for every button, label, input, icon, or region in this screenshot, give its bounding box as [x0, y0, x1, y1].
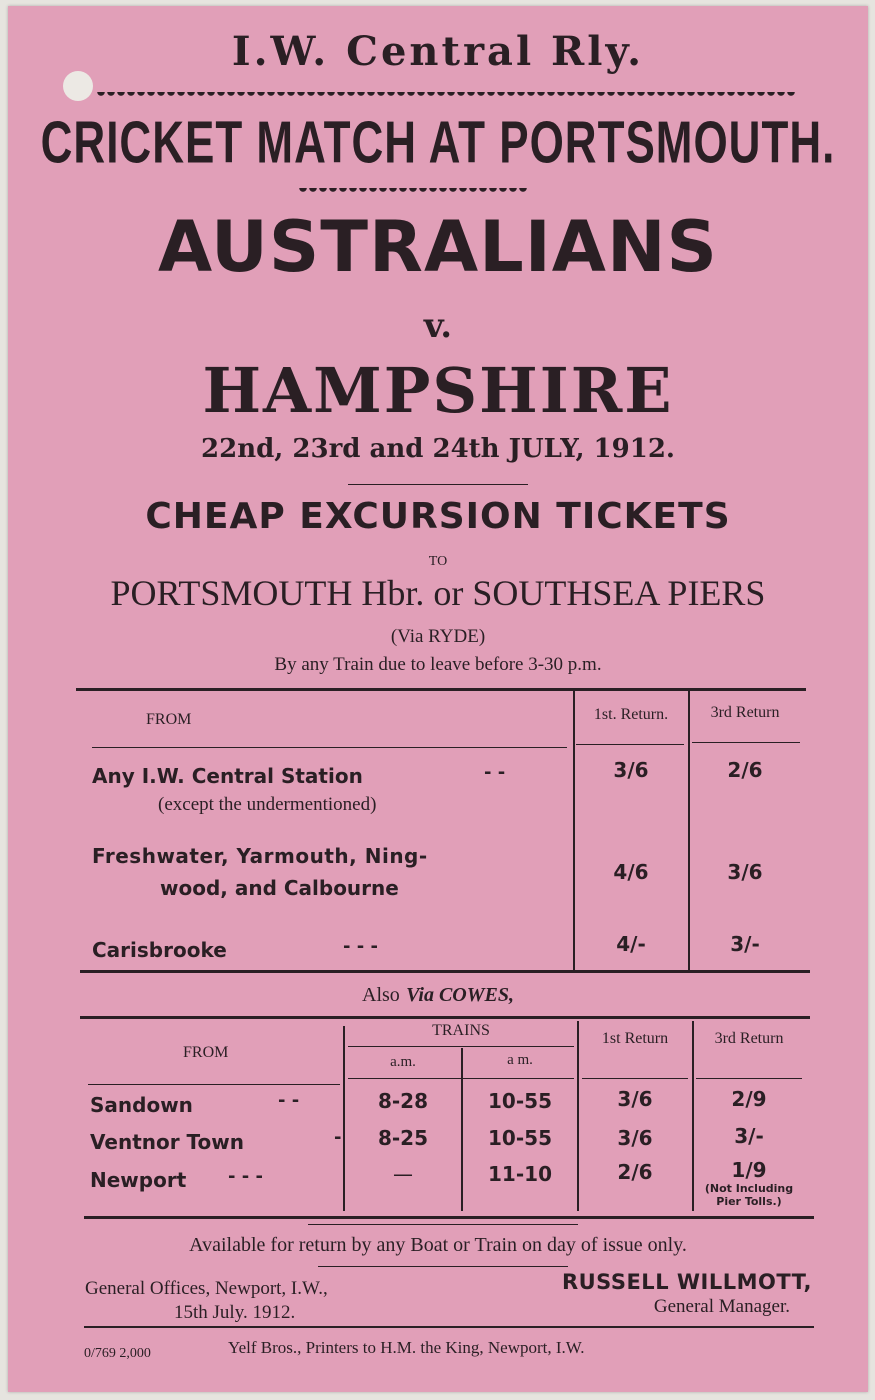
header-rule [92, 747, 567, 748]
leader-dashes: - - [484, 762, 506, 783]
station-name: Sandown [90, 1093, 193, 1117]
fare-third: 2/9 [731, 1087, 767, 1111]
column-header-first-return: 1st. Return. [593, 706, 669, 723]
leader-dashes: - [334, 1127, 342, 1148]
station-name: Ventnor Town [90, 1130, 244, 1154]
train-time: 8-25 [377, 1126, 429, 1150]
general-offices: General Offices, Newport, I.W., [85, 1278, 328, 1299]
column-header-trains: TRAINS [432, 1022, 490, 1039]
fare-first: 4/- [616, 932, 646, 956]
divider [348, 484, 528, 485]
cowes-heading [8, 982, 868, 1007]
divider [318, 1266, 568, 1267]
team-hampshire: HAMPSHIRE [202, 354, 674, 427]
header-rule [696, 1078, 802, 1079]
fare-first: 4/6 [613, 860, 649, 884]
fare-first: 2/6 [617, 1160, 653, 1184]
table-rule [76, 688, 806, 691]
fare-note-line1: (Not Including [704, 1182, 794, 1195]
fare-third: 3/- [730, 932, 760, 956]
train-time: 11-10 [488, 1162, 552, 1186]
ornamental-rule-small [298, 188, 528, 196]
column-header-am: a m. [507, 1052, 533, 1068]
fare-third: 1/9 [731, 1158, 767, 1182]
column-rule [343, 1026, 345, 1211]
header-rule [692, 742, 800, 743]
match-title: CRICKET MATCH AT PORTSMOUTH. [40, 110, 836, 177]
column-rule [688, 690, 690, 970]
to-label: TO [428, 554, 448, 569]
print-reference: 0/769 2,000 [84, 1346, 151, 1361]
column-header-am: a.m. [390, 1054, 416, 1070]
header-rule [88, 1084, 340, 1085]
fare-note-line2: Pier Tolls.) [716, 1195, 782, 1208]
train-time: 10-55 [488, 1126, 552, 1150]
excursion-title: CHEAP EXCURSION TICKETS [145, 496, 731, 537]
header-rule [348, 1078, 574, 1079]
notice-date: 15th July. 1912. [174, 1302, 296, 1323]
train-condition: By any Train due to leave before 3-30 p.m. [274, 654, 602, 675]
availability-note: Available for return by any Boat or Train on day of issue only. [189, 1234, 687, 1256]
fare-note [694, 1182, 804, 1208]
destination: PORTSMOUTH Hbr. or SOUTHSEA PIERS [110, 573, 766, 613]
cowes-heading-prefix: Also [362, 984, 400, 1006]
punch-hole [63, 71, 93, 101]
train-time: — [393, 1162, 413, 1186]
column-header-from: FROM [183, 1044, 229, 1061]
fare-third: 3/- [734, 1124, 764, 1148]
printer-credit: Yelf Bros., Printers to H.M. the King, Newport, I.W. [228, 1338, 585, 1357]
leader-dashes: - - - [228, 1166, 263, 1187]
leader-dashes: - - [278, 1090, 300, 1111]
fare-first: 3/6 [617, 1126, 653, 1150]
table-rule [84, 1216, 814, 1219]
column-header-third-return: 3rd Return [714, 1030, 784, 1047]
station-name: Carisbrooke [92, 938, 227, 962]
team-australians: AUSTRALIANS [158, 206, 718, 288]
header-rule [576, 744, 684, 745]
handbill-poster [8, 6, 868, 1392]
fare-first: 3/6 [617, 1087, 653, 1111]
fare-third: 3/6 [727, 860, 763, 884]
ornamental-rule [96, 92, 796, 100]
column-header-first-return: 1st Return [601, 1030, 669, 1047]
cowes-heading-via: Via COWES, [406, 984, 514, 1006]
fare-third: 2/6 [727, 758, 763, 782]
station-name: Newport [90, 1168, 187, 1192]
manager-title: General Manager. [653, 1296, 790, 1317]
match-dates: 22nd, 23rd and 24th JULY, 1912. [201, 434, 675, 464]
manager-name: RUSSELL WILLMOTT, [561, 1270, 812, 1294]
versus: v. [423, 306, 453, 346]
fare-first: 3/6 [613, 758, 649, 782]
station-note: (except the undermentioned) [158, 794, 377, 815]
station-name: Any I.W. Central Station [92, 764, 363, 788]
train-time: 10-55 [488, 1089, 552, 1113]
station-name-continued: wood, and Calbourne [160, 876, 399, 900]
column-rule [573, 690, 575, 970]
via-ryde: (Via RYDE) [390, 626, 486, 647]
train-time: 8-28 [377, 1089, 429, 1113]
footer-rule [84, 1326, 814, 1328]
column-header-third-return: 3rd Return [710, 704, 780, 721]
table-rule [80, 970, 810, 973]
leader-dashes: - - - [343, 936, 378, 957]
column-header-from: FROM [146, 711, 192, 728]
divider [308, 1224, 578, 1225]
header-rule [582, 1078, 688, 1079]
table-rule [80, 1016, 810, 1019]
header-rule [348, 1046, 574, 1047]
railway-name: I.W. Central Rly. [231, 28, 645, 75]
station-name: Freshwater, Yarmouth, Ning- [92, 844, 428, 868]
